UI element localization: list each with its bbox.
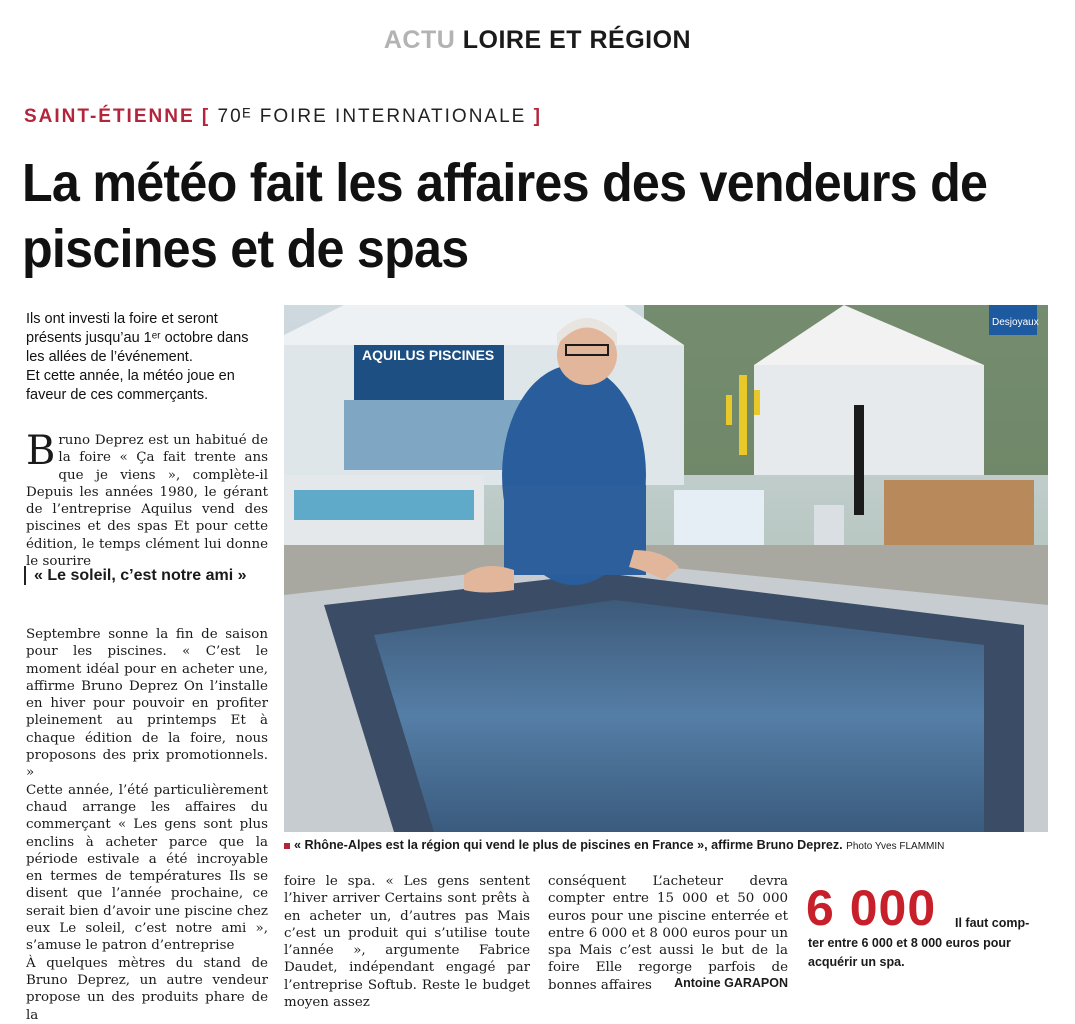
intertitle: « Le soleil, c’est notre ami »	[24, 566, 264, 585]
section-rubric	[0, 26, 1075, 55]
intro-text: runo Deprez est un habitué de la foire « Ça fait trente ans que je viens », complète-il Depuis les années 1980, le gérant de l’entreprise Aquilus vend des piscines et des spas Et pour cette édition, le temps clément lui donne le sourire	[26, 433, 268, 570]
photo-credit: Photo Yves FLAMMIN	[846, 841, 945, 852]
rubric-section: ACTU	[383, 26, 456, 54]
standfirst-line-2: Et cette année, la météo joue en faveur de ces commerçants.	[26, 368, 235, 403]
standfirst	[26, 310, 271, 405]
standfirst-line-1: Ils ont investi la foire et seront présents jusqu’au 1ᵉʳ octobre dans les allées de l’événement.	[26, 311, 249, 365]
paragraph-2: Cette année, l’été particulièrement chaud arrange les affaires du commerçant « Les gens sont plus enclins à acheter parce que la période estivale a été incroyable en termes de températures Ils se disent que l’année prochaine, ce serait bien d’avoir une piscine chez eux Le soleil, c’est notre ami », s’amuse le patron d’entreprise	[26, 782, 268, 954]
stat-number: 6 000	[806, 880, 937, 936]
stand-sign: AQUILUS PISCINES	[362, 347, 495, 363]
caption-marker	[284, 843, 290, 849]
photo-caption	[284, 838, 1074, 852]
article-column-3: conséquent L’acheteur devra compter entre 15 000 et 50 000 euros pour une piscine enterrée et entre 6 000 et 8 000 euros pour un spa Mais c’est aussi le but de la foire Elle regorge parfois de bonnes affaires	[548, 874, 788, 993]
article-column-2: foire le spa. « Les gens sentent l’hiver arriver Certains sont prêts à en acheter un, d’autres pas Mais c’est un produit qui s’utilise toute l’année », argumente Fabrice Daudet, indépendant engagé par l’entreprise Softub. Reste le budget moyen assez	[284, 874, 530, 1011]
kicker-bracket-close: ]	[533, 106, 542, 127]
headline: La météo fait les affaires des vendeurs de piscines et de spas	[22, 153, 988, 279]
paragraph-1: Septembre sonne la fin de saison pour les piscines. « C’est le moment idéal pour en acheter une, affirme Bruno Deprez On l’installe en hiver pour pouvoir en profiter pleinement au printemps Et à chaque édition de la foire, nous proposons des prix promotionnels. »	[26, 627, 268, 781]
stat-text-rest: ter entre 6 000 et 8 000 euros pour acquérir un spa.	[808, 936, 1011, 969]
stat-text-line-1: Il faut comp-	[955, 916, 1030, 930]
article-column-1	[26, 626, 268, 1024]
kicker-city: SAINT-ÉTIENNE	[24, 106, 195, 127]
kicker-bracket-open: [	[201, 106, 211, 127]
flag-text: Desjoyaux	[992, 317, 1039, 328]
drop-cap: B	[26, 428, 56, 474]
caption-text: « Rhône-Alpes est la région qui vend le plus de piscines en France », affirme Bruno Deprez.	[294, 838, 843, 852]
article-photo	[284, 305, 1048, 832]
kicker	[24, 106, 542, 128]
kicker-event: 70ᴱ FOIRE INTERNATIONALE	[217, 106, 527, 127]
article-intro	[26, 428, 268, 570]
paragraph-3: À quelques mètres du stand de Bruno Deprez, un autre vendeur propose un des produits phare de la	[26, 955, 268, 1023]
byline: Antoine GARAPON	[674, 976, 788, 990]
rubric-region: LOIRE ET RÉGION	[462, 26, 692, 54]
